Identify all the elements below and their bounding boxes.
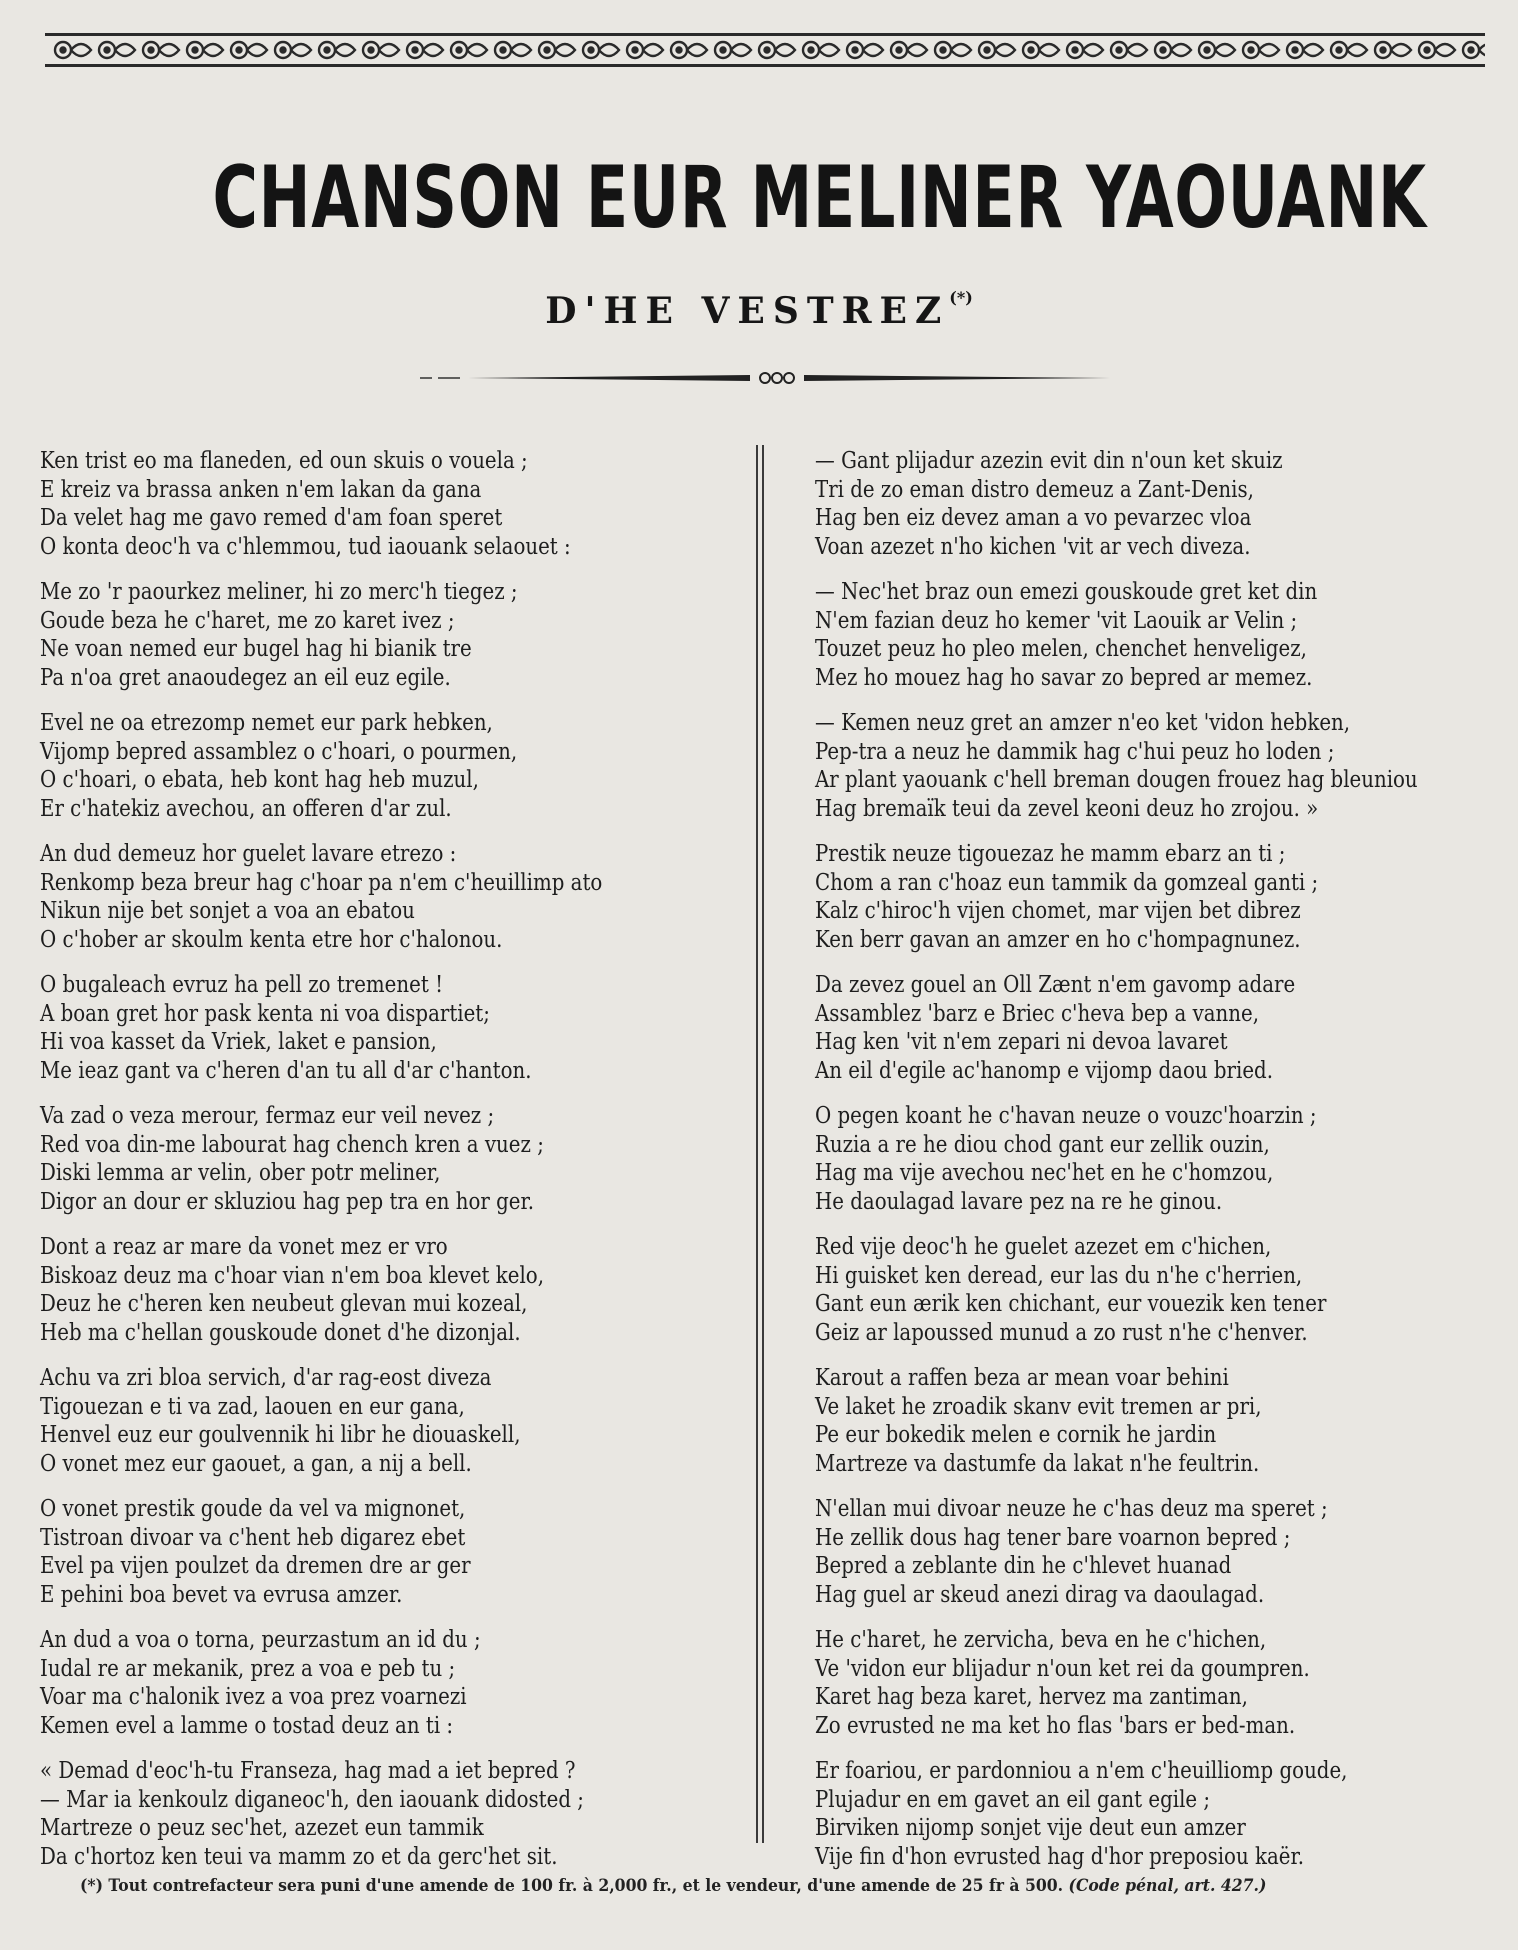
stanza (815, 1102, 1417, 1216)
verse-line: Digor an dour er skluziou hag pep tra en hor ger. (40, 1188, 535, 1215)
verse-line: Me zo 'r paourkez meliner, hi zo merc'h tiegez ; (40, 579, 518, 605)
right-column (815, 447, 1417, 1888)
verse-line: O c'hober ar skoulm kenta etre hor c'halonou. (40, 926, 503, 953)
verse-line: Prestik neuze tigouezaz he mamm ebarz an ti ; (815, 841, 1286, 867)
stanza (40, 447, 642, 561)
verse-line: Kemen evel a lamme o tostad deuz an ti : (40, 1712, 454, 1739)
verse-line: — Nec'het braz oun emezi gouskoude gret ket din (815, 579, 1318, 605)
verse-line: Hag ma vije avechou nec'het en he c'homzou, (815, 1160, 1274, 1186)
stanza (40, 840, 642, 954)
footnote-marker: (*) (949, 288, 973, 307)
verse-line: Diski lemma ar velin, ober potr meliner, (40, 1160, 441, 1186)
verse-line: O vonet mez eur gaouet, a gan, a nij a bell. (40, 1450, 472, 1477)
verse-line: Plujadur en em gavet an eil gant egile ; (815, 1786, 1211, 1813)
verse-line: He c'haret, he zervicha, beva en he c'hichen, (815, 1627, 1267, 1653)
verse-line: Vije fin d'hon evrusted hag d'hor preposiou kaër. (815, 1843, 1305, 1870)
verse-line: Deuz he c'heren ken neubeut glevan mui kozeal, (40, 1291, 528, 1317)
verse-line: Dont a reaz ar mare da vonet mez er vro (40, 1234, 448, 1260)
verse-line: Red vije deoc'h he guelet azezet em c'hichen, (815, 1234, 1272, 1260)
verse-line: Tri de zo eman distro demeuz a Zant-Denis, (815, 476, 1254, 503)
verse-line: Karet hag beza karet, hervez ma zantiman, (815, 1684, 1248, 1710)
stanza (40, 1626, 642, 1740)
stanza (815, 1495, 1417, 1609)
stanza (815, 447, 1417, 561)
verse-line: O c'hoari, o ebata, heb kont hag heb muzul, (40, 767, 479, 793)
header-ornament-border (45, 30, 1485, 70)
verse-line: Voan azezet n'ho kichen 'vit ar vech diveza. (815, 533, 1251, 560)
stanza (815, 1364, 1417, 1478)
verse-line: Hag ken 'vit n'em zepari ni devoa lavaret (815, 1029, 1228, 1055)
verse-line: Renkomp beza breur hag c'hoar pa n'em c'heuillimp ato (40, 869, 603, 896)
verse-line: — Kemen neuz gret an amzer n'eo ket 'vidon hebken, (815, 710, 1351, 736)
stanza (815, 578, 1417, 692)
verse-line: O vonet prestik goude da vel va mignonet, (40, 1496, 466, 1522)
verse-line: Touzet peuz ho pleo melen, chenchet henveligez, (815, 636, 1307, 662)
verse-line: An eil d'egile ac'hanomp e vijomp daou bried. (815, 1057, 1274, 1084)
verse-line: Da velet hag me gavo remed d'am foan speret (40, 505, 503, 531)
stanza (40, 1495, 642, 1609)
verse-line: Henvel euz eur goulvennik hi libr he diouaskell, (40, 1422, 521, 1448)
verse-line: Ne voan nemed eur bugel hag hi bianik tre (40, 636, 472, 662)
verse-line: An dud demeuz hor guelet lavare etrezo : (40, 841, 457, 867)
stanza (815, 1626, 1417, 1740)
verse-line: O pegen koant he c'havan neuze o vouzc'hoarzin ; (815, 1103, 1317, 1129)
verse-line: He daoulagad lavare pez na re he ginou. (815, 1188, 1223, 1215)
stanza (815, 1233, 1417, 1347)
verse-line: Evel pa vijen poulzet da dremen dre ar ger (40, 1553, 471, 1579)
stanza (40, 1102, 642, 1216)
verse-line: E pehini boa bevet va evrusa amzer. (40, 1581, 403, 1608)
stanza (815, 840, 1417, 954)
verse-line: Vijomp bepred assamblez o c'hoari, o pourmen, (40, 738, 518, 765)
stanza (40, 578, 642, 692)
footnote-legal-reference: (Code pénal, art. 427.) (1068, 1876, 1267, 1896)
verse-line: Biskoaz deuz ma c'hoar vian n'em boa klevet kelo, (40, 1262, 545, 1289)
verse-line: Martreze o peuz sec'het, azezet eun tammik (40, 1815, 484, 1841)
verse-line: Martreze va dastumfe da lakat n'he feultrin. (815, 1450, 1260, 1477)
verse-line: N'ellan mui divoar neuze he c'has deuz ma speret ; (815, 1496, 1328, 1522)
verse-line: Bepred a zeblante din he c'hlevet huanad (815, 1553, 1232, 1579)
verse-line: O konta deoc'h va c'hlemmou, tud iaouank selaouet : (40, 533, 571, 560)
stanza (40, 1364, 642, 1478)
verse-line: Ken trist eo ma flaneden, ed oun skuis o vouela ; (40, 448, 528, 474)
verse-line: Da c'hortoz ken teui va mamm zo et da gerc'het sit. (40, 1843, 558, 1870)
verse-line: Assamblez 'barz e Briec c'heva bep a vanne, (815, 1000, 1260, 1027)
verse-line: Ve 'vidon eur blijadur n'oun ket rei da goumpren. (815, 1655, 1310, 1682)
stanza (815, 1757, 1417, 1871)
left-column (40, 447, 642, 1888)
verse-line: Chom a ran c'hoaz eun tammik da gomzeal ganti ; (815, 869, 1319, 896)
verse-line: Karout a raffen beza ar mean voar behini (815, 1365, 1229, 1391)
verse-line: Kalz c'hiroc'h vijen chomet, mar vijen bet dibrez (815, 898, 1301, 924)
verse-line: N'em fazian deuz ho kemer 'vit Laouik ar Velin ; (815, 607, 1298, 634)
verse-line: Pa n'oa gret anaoudegez an eil euz egile. (40, 664, 451, 691)
footnote (80, 1876, 1266, 1896)
verse-line: Goude beza he c'haret, me zo karet ivez ; (40, 607, 455, 634)
verse-line: Tigouezan e ti va zad, laouen en eur gana, (40, 1393, 465, 1420)
verse-line: Mez ho mouez hag ho savar zo bepred ar memez. (815, 664, 1313, 691)
stanza (40, 1233, 642, 1347)
verse-line: Tistroan divoar va c'hent heb digarez ebet (40, 1524, 466, 1551)
verse-line: — Gant plijadur azezin evit din n'oun ket skuiz (815, 448, 1283, 474)
verse-line: Hag guel ar skeud anezi dirag va daoulagad. (815, 1581, 1265, 1608)
verse-line: Ken berr gavan an amzer en ho c'hompagnunez. (815, 926, 1301, 953)
verse-line: E kreiz va brassa anken n'em lakan da gana (40, 476, 482, 503)
verse-line: Er foariou, er pardonniou a n'em c'heuilliomp goude, (815, 1758, 1348, 1784)
verse-line: Evel ne oa etrezomp nemet eur park hebken, (40, 710, 493, 736)
verse-line: « Demad d'eoc'h-tu Franseza, hag mad a iet bepred ? (40, 1758, 576, 1784)
verse-line: Heb ma c'hellan gouskoude donet d'he dizonjal. (40, 1319, 521, 1346)
verse-line: Iudal re ar mekanik, prez a voa e peb tu ; (40, 1655, 456, 1682)
column-rule (762, 445, 764, 1843)
verse-line: Ruzia a re he diou chod gant eur zellik ouzin, (815, 1131, 1270, 1158)
verse-line: O bugaleach evruz ha pell zo tremenet ! (40, 972, 444, 998)
verse-line: Geiz ar lapoussed munud a zo rust n'he c'henver. (815, 1319, 1308, 1346)
verse-line: Zo evrusted ne ma ket ho flas 'bars er bed-man. (815, 1712, 1296, 1739)
verse-line: Me ieaz gant va c'heren d'an tu all d'ar c'hanton. (40, 1057, 532, 1084)
verse-line: Gant eun ærik ken chichant, eur vouezik ken tener (815, 1291, 1327, 1317)
verse-line: Nikun nije bet sonjet a voa an ebatou (40, 898, 415, 924)
verse-line: Da zevez gouel an Oll Zænt n'em gavomp adare (815, 972, 1296, 998)
verse-line: Hi voa kasset da Vriek, laket e pansion, (40, 1029, 437, 1055)
verse-line: Hag bremaïk teui da zevel keoni deuz ho zrojou. » (815, 795, 1319, 822)
verse-line: He zellik dous hag tener bare voarnon bepred ; (815, 1524, 1291, 1551)
song-title: CHANSON EUR MELINER YAOUANK (212, 148, 1427, 248)
verse-line: An dud a voa o torna, peurzastum an id du ; (40, 1627, 481, 1653)
verse-line: Achu va zri bloa servich, d'ar rag-eost diveza (40, 1365, 492, 1391)
verse-line: Hag ben eiz devez aman a vo pevarzec vloa (815, 505, 1252, 531)
verse-line: Voar ma c'halonik ivez a voa prez voarnezi (40, 1684, 467, 1710)
verse-line: Hi guisket ken deread, eur las du n'he c'herrien, (815, 1262, 1303, 1289)
verse-line: Red voa din-me labourat hag chench kren a vuez ; (40, 1131, 544, 1158)
verse-line: Ve laket he zroadik skanv evit tremen ar pri, (815, 1393, 1262, 1420)
verse-line: Er c'hatekiz avechou, an offeren d'ar zul. (40, 795, 452, 822)
verse-line: A boan gret hor pask kenta ni voa dispartiet; (40, 1000, 490, 1027)
stanza (40, 1757, 642, 1871)
stanza (40, 971, 642, 1085)
verse-line: Pep-tra a neuz he dammik hag c'hui peuz ho loden ; (815, 738, 1335, 765)
verse-line: Ar plant yaouank c'hell breman dougen frouez hag bleuniou (815, 767, 1418, 793)
stanza (815, 971, 1417, 1085)
column-rule (756, 445, 758, 1843)
stanza (815, 709, 1417, 823)
song-subtitle (0, 290, 1518, 332)
verse-line: Pe eur bokedik melen e cornik he jardin (815, 1422, 1217, 1448)
footnote-text: (*) Tout contrefacteur sera puni d'une amende de 100 fr. à 2,000 fr., et le vendeur, d'une amende de 25 fr à 500. (80, 1876, 1064, 1896)
subtitle-text: D'HE VESTREZ (545, 290, 950, 332)
verse-line: Va zad o veza merour, fermaz eur veil nevez ; (40, 1103, 495, 1129)
title-divider (420, 368, 1110, 388)
verse-line: Birviken nijomp sonjet vije deut eun amzer (815, 1815, 1246, 1841)
verse-line: — Mar ia kenkoulz diganeoc'h, den iaouank didosted ; (40, 1786, 584, 1813)
stanza (40, 709, 642, 823)
